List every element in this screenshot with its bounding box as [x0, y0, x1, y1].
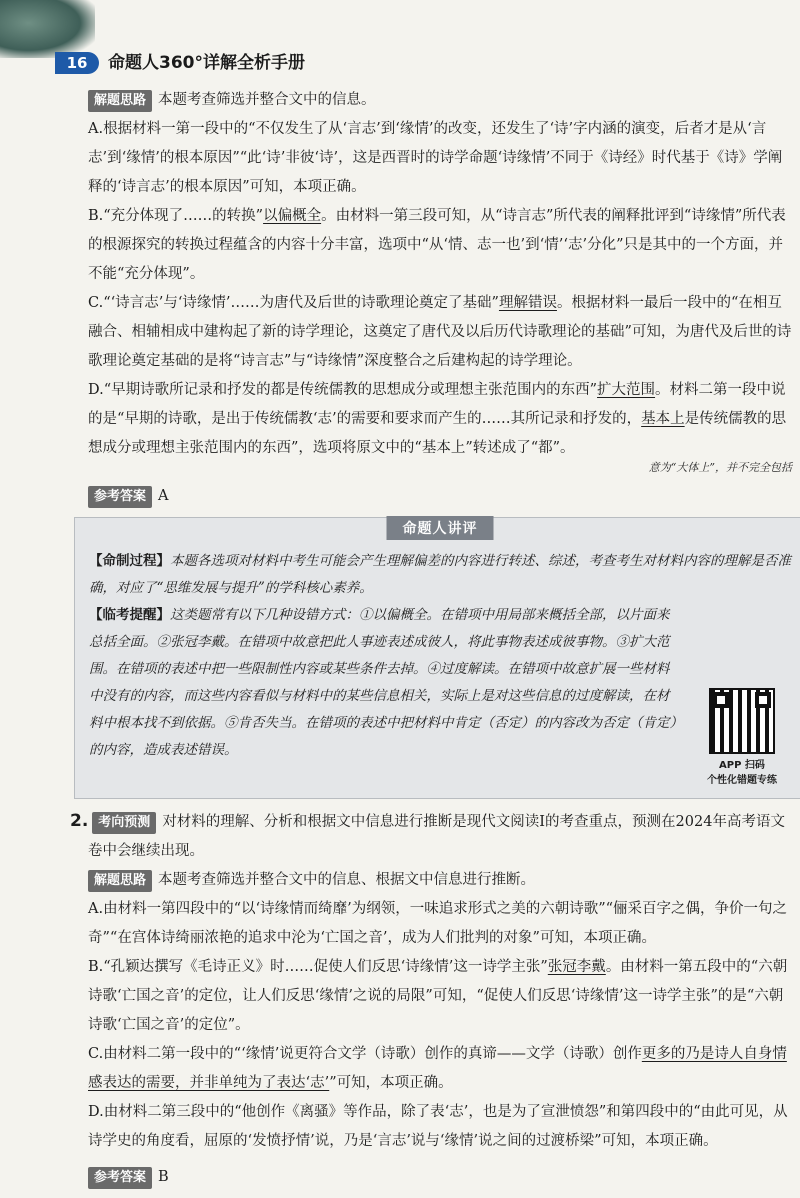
q2-option-d	[88, 1098, 792, 1156]
option-text: 由材料一第四段中的“以‘诗缘情而绮靡’为纲领，一味追求形式之美的六朝诗歌”“俪采百字之偶，争价一句之奇”“在宫体诗绮丽浓艳的追求中沦为‘亡国之音’，成为人们批判的对象”可知，本项正确。	[88, 901, 788, 946]
option-text: 根据材料一第一段中的“不仅发生了从‘言志’到‘缘情’的改变，还发生了‘诗’字内涵的演变，后者才是从‘言志’到‘缘情’的根本原因”“此‘诗’非彼‘诗’，这是西晋时的诗学命题‘诗缘情’不同于《诗经》时代基于《诗》学阐释的‘诗言志’的根本原因”可知，本项正确。	[88, 121, 783, 195]
process-text: 本题各选项对材料中考生可能会产生理解偏差的内容进行转述、综述，考查考生对材料内容的理解是否准确，对应了“思维发展与提升”的学科核心素养。	[89, 553, 791, 596]
qr-code-icon[interactable]	[709, 688, 775, 754]
q1-analysis	[88, 86, 792, 115]
option-letter: D.	[88, 382, 104, 398]
option-letter: B.	[88, 959, 104, 975]
page-content	[70, 86, 792, 1198]
answer-tag: 参考答案	[88, 1167, 152, 1189]
option-text: ”可知，本项正确。	[329, 1075, 453, 1091]
answer-tag: 参考答案	[88, 486, 152, 508]
option-text-cont: 是传统儒教的思想成分或理想主张范围内的东西”，选项将原文中的“基本上”转述成了“都”。	[88, 411, 787, 456]
review-tips	[89, 602, 791, 764]
q2-forecast	[70, 807, 792, 866]
review-box	[74, 517, 800, 799]
q2-analysis	[88, 866, 792, 895]
corner-decoration	[0, 0, 95, 58]
q1-answer	[88, 483, 792, 509]
q1-option-d	[88, 376, 792, 463]
error-type: 张冠李戴	[547, 959, 606, 975]
q2-answer	[88, 1164, 792, 1190]
option-quote: “充分体现了……的转换”	[103, 208, 264, 224]
forecast-tag: 考向预测	[92, 812, 156, 834]
answer-value: B	[158, 1169, 169, 1185]
option-quote: “早期诗歌所记录和抒发的都是传统儒教的思想成分或理想主张范围内的东西”	[103, 382, 598, 398]
option-letter: B.	[88, 208, 104, 224]
error-type: 理解错误	[498, 295, 557, 311]
handwritten-annotation: 意为“大体上”，并不完全包括	[648, 461, 792, 474]
q1-option-b	[88, 202, 792, 289]
answer-value: A	[158, 488, 169, 504]
tips-text: 这类题常有以下几种设错方式：①以偏概全。在错项中用局部来概括全部，以片面来总括全面。②张冠李戴。在错项中故意把此人事迹表述成彼人，将此事物表述成彼事物。③扩大范围。在错项的表述中把一些限制性内容或某些条件去掉。④过度解读。在错项中故意扩展一些材料中没有的内容，而这些内容看似与材料中的某些信息相关，实际上是对这些信息的过度解读，在材料中根本找不到依据。⑤肯否失当。在错项的表述中把材料中肯定（否定）的内容改为否定（肯定）的内容，造成表述错误。	[89, 607, 677, 758]
qr-block[interactable]	[687, 602, 797, 788]
option-letter: A.	[88, 901, 104, 917]
book-title: 命题人360°详解全析手册	[108, 53, 305, 73]
option-quote: 由材料二第一段中的“‘缘情’说更符合文学（诗歌）创作的真谛——文学（诗歌）创作	[103, 1046, 642, 1062]
analysis-intro: 本题考查筛选并整合文中的信息。	[158, 92, 376, 108]
analysis-tag: 解题思路	[88, 870, 152, 892]
page-header	[0, 52, 800, 74]
forecast-text: 对材料的理解、分析和根据文中信息进行推断是现代文阅读Ⅰ的考查重点，预测在2024年高考语文卷中会继续出现。	[88, 814, 785, 859]
q2-option-c	[88, 1040, 792, 1098]
q1-option-c	[88, 289, 792, 376]
q1-option-a	[88, 115, 792, 202]
q2-option-a	[88, 895, 792, 953]
key-phrase: 更多的乃是诗人自身情感表达的需要，并非单纯为了表达‘志’	[88, 1046, 787, 1091]
key-phrase: 基本上	[641, 411, 685, 427]
page-number: 16	[55, 52, 99, 74]
tips-label: 【临考提醒】	[89, 607, 170, 623]
review-title: 命题人讲评	[387, 516, 494, 540]
qr-label-1: APP 扫码	[719, 760, 765, 771]
q2-option-b	[88, 953, 792, 1040]
qr-label-2: 个性化错题专练	[707, 775, 777, 786]
option-quote: “‘诗言志’与‘诗缘情’……为唐代及后世的诗歌理论奠定了基础”	[103, 295, 499, 311]
option-letter: A.	[88, 121, 104, 137]
option-letter: C.	[88, 1046, 104, 1062]
analysis-tag: 解题思路	[88, 90, 152, 112]
option-letter: D.	[88, 1104, 104, 1120]
option-text: 。由材料一第五段中的“六朝诗歌‘亡国之音’的定位，让人们反思‘缘情’之说的局限”可知，“促使人们反思‘诗缘情’这一诗学主张”的是“六朝诗歌‘亡国之音’的定位”。	[88, 959, 788, 1033]
option-letter: C.	[88, 295, 104, 311]
option-text: 。由材料一第三段可知，从“诗言志”所代表的阐释批评到“诗缘情”所代表的根源探究的转换过程蕴含的内容十分丰富，选项中“从‘情、志一也’到‘情’‘志’分化”只是其中的一个方面，并不能“充分体现”。	[88, 208, 786, 282]
question-number: 2.	[70, 811, 89, 831]
analysis-intro: 本题考查筛选并整合文中的信息、根据文中信息进行推断。	[158, 872, 536, 888]
option-text: 由材料二第三段中的“他创作《离骚》等作品，除了表‘志’，也是为了宣泄愤怨”和第四段中的“由此可见，从诗学史的角度看，屈原的‘发愤抒情’说，乃是‘言志’说与‘缘情’说之间的过渡桥梁”可知，本项正确。	[88, 1104, 788, 1149]
error-type: 扩大范围	[597, 382, 656, 398]
process-label: 【命制过程】	[89, 553, 170, 569]
option-quote: “孔颖达撰写《毛诗正义》时……促使人们反思‘诗缘情’这一诗学主张”	[103, 959, 548, 975]
option-text: 。根据材料一最后一段中的“在相互融合、相辅相成中建构起了新的诗学理论，这奠定了唐代及以后历代诗歌理论的基础”可知，为唐代及后世的诗歌理论奠定基础的是将“诗言志”与“诗缘情”深度整合之后建构起的诗学理论。	[88, 295, 792, 369]
review-process	[89, 548, 791, 602]
error-type: 以偏概全	[263, 208, 322, 224]
option-text: 。材料二第一段中说的是“早期的诗歌，是出于传统儒教‘志’的需要和要求而产生的……其所记录和抒发的，	[88, 382, 786, 427]
